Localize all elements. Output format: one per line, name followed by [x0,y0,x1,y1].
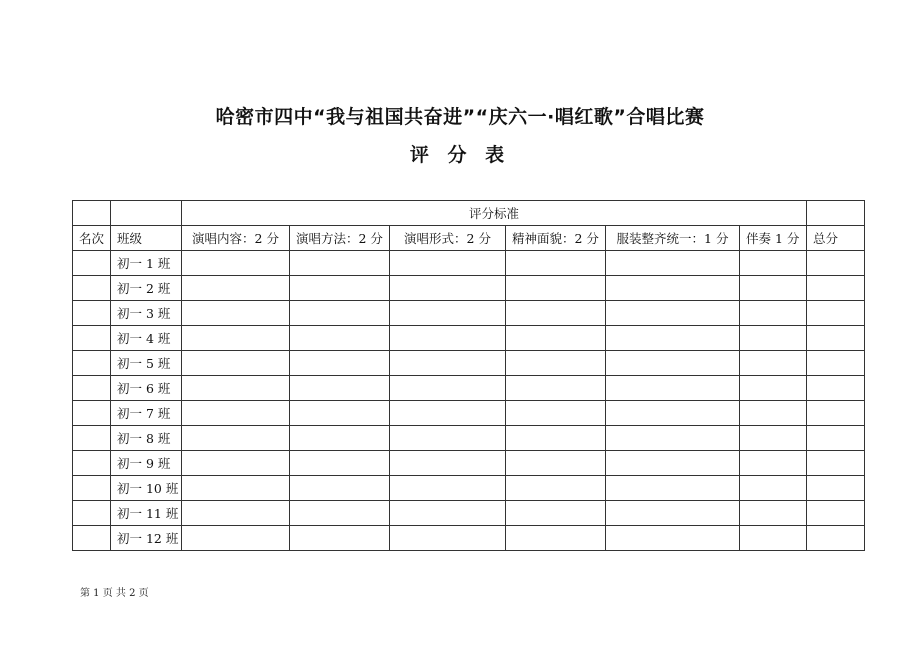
total-score-cell[interactable] [807,426,865,451]
class-name-cell: 初一 4 班 [111,326,182,351]
score-cell[interactable] [506,451,606,476]
table-row [73,376,865,401]
class-name-cell: 初一 10 班 [111,476,182,501]
rank-cell [73,301,111,326]
score-cell[interactable] [506,526,606,551]
score-cell[interactable] [740,451,807,476]
score-cell[interactable] [740,476,807,501]
table-row [73,326,865,351]
score-cell[interactable] [390,326,506,351]
column-header-costume: 服装整齐统一：1 分 [606,226,740,251]
score-cell[interactable] [606,451,740,476]
score-cell[interactable] [182,301,290,326]
total-score-cell[interactable] [807,351,865,376]
score-cell[interactable] [182,276,290,301]
table-row [73,401,865,426]
rank-cell [73,501,111,526]
score-cell[interactable] [506,351,606,376]
score-cell[interactable] [740,301,807,326]
class-name-cell: 初一 2 班 [111,276,182,301]
score-cell[interactable] [290,376,390,401]
class-name-cell: 初一 6 班 [111,376,182,401]
column-header-total: 总分 [807,226,865,251]
total-score-cell[interactable] [807,326,865,351]
total-score-cell[interactable] [807,501,865,526]
score-cell[interactable] [390,401,506,426]
score-cell[interactable] [606,401,740,426]
score-cell[interactable] [740,401,807,426]
table-row [73,451,865,476]
rank-cell [73,451,111,476]
total-score-cell[interactable] [807,526,865,551]
class-name-cell: 初一 7 班 [111,401,182,426]
rank-cell [73,251,111,276]
table-cell [807,201,865,226]
score-cell[interactable] [506,251,606,276]
score-cell[interactable] [606,276,740,301]
rank-cell [73,401,111,426]
score-cell[interactable] [182,351,290,376]
score-cell[interactable] [390,501,506,526]
table-row [73,526,865,551]
score-cell[interactable] [606,326,740,351]
score-cell[interactable] [290,501,390,526]
score-cell[interactable] [390,251,506,276]
score-cell[interactable] [182,426,290,451]
score-cell[interactable] [290,526,390,551]
score-cell[interactable] [740,251,807,276]
score-cell[interactable] [506,276,606,301]
score-cell[interactable] [390,301,506,326]
score-cell[interactable] [390,426,506,451]
table-cell [73,201,111,226]
page-footer: 第 1 页 共 2 页 [80,588,149,599]
score-cell[interactable] [290,301,390,326]
score-cell[interactable] [390,476,506,501]
score-cell[interactable] [290,401,390,426]
class-name-cell: 初一 12 班 [111,526,182,551]
score-cell[interactable] [740,276,807,301]
score-cell[interactable] [182,376,290,401]
score-cell[interactable] [740,526,807,551]
table-row [73,276,865,301]
score-rows [73,251,865,551]
class-name-cell: 初一 5 班 [111,351,182,376]
score-cell[interactable] [606,376,740,401]
table-row [73,501,865,526]
score-cell[interactable] [506,301,606,326]
score-cell[interactable] [182,251,290,276]
score-cell[interactable] [606,251,740,276]
score-cell[interactable] [506,326,606,351]
column-header-rank: 名次 [73,226,111,251]
score-cell[interactable] [606,526,740,551]
score-cell[interactable] [290,426,390,451]
score-cell[interactable] [506,501,606,526]
table-row [73,476,865,501]
score-cell[interactable] [740,426,807,451]
score-cell[interactable] [290,476,390,501]
score-cell[interactable] [506,401,606,426]
score-cell[interactable] [290,451,390,476]
scoring-criteria-header: 评分标准 [182,201,807,226]
rank-cell [73,426,111,451]
column-header-method: 演唱方法：2 分 [290,226,390,251]
score-cell[interactable] [290,251,390,276]
score-cell[interactable] [182,326,290,351]
score-cell[interactable] [182,526,290,551]
total-score-cell[interactable] [807,301,865,326]
score-cell[interactable] [740,326,807,351]
score-cell[interactable] [606,351,740,376]
score-cell[interactable] [390,376,506,401]
score-cell[interactable] [182,501,290,526]
score-cell[interactable] [506,476,606,501]
score-cell[interactable] [740,376,807,401]
total-score-cell[interactable] [807,276,865,301]
score-cell[interactable] [290,351,390,376]
score-cell[interactable] [290,276,390,301]
column-header-content: 演唱内容：2 分 [182,226,290,251]
score-cell[interactable] [390,351,506,376]
total-score-cell[interactable] [807,451,865,476]
score-table [72,200,865,551]
score-cell[interactable] [606,476,740,501]
total-score-cell[interactable] [807,376,865,401]
score-cell[interactable] [606,301,740,326]
score-cell[interactable] [182,451,290,476]
document-subtitle: 评 分 表 [409,144,511,166]
score-cell[interactable] [182,476,290,501]
class-name-cell: 初一 1 班 [111,251,182,276]
table-row [73,426,865,451]
table-header-row [73,226,865,251]
score-cell[interactable] [740,501,807,526]
score-cell[interactable] [740,351,807,376]
score-cell[interactable] [506,426,606,451]
column-header-class: 班级 [111,226,182,251]
rank-cell [73,476,111,501]
rank-cell [73,326,111,351]
table-group-header-row [73,201,865,226]
class-name-cell: 初一 9 班 [111,451,182,476]
score-cell[interactable] [390,526,506,551]
class-name-cell: 初一 11 班 [111,501,182,526]
table-cell [111,201,182,226]
score-cell[interactable] [506,376,606,401]
total-score-cell[interactable] [807,401,865,426]
document-title: 哈密市四中“我与祖国共奋进”“庆六一·唱红歌”合唱比赛 [215,106,705,128]
table-row [73,251,865,276]
rank-cell [73,351,111,376]
score-cell[interactable] [606,501,740,526]
column-header-form: 演唱形式：2 分 [390,226,506,251]
table-row [73,351,865,376]
score-cell[interactable] [390,451,506,476]
class-name-cell: 初一 3 班 [111,301,182,326]
rank-cell [73,276,111,301]
score-cell[interactable] [390,276,506,301]
rank-cell [73,526,111,551]
score-cell[interactable] [290,326,390,351]
total-score-cell[interactable] [807,476,865,501]
class-name-cell: 初一 8 班 [111,426,182,451]
column-header-accompaniment: 伴奏 1 分 [740,226,807,251]
total-score-cell[interactable] [807,251,865,276]
rank-cell [73,376,111,401]
table-row [73,301,865,326]
score-cell[interactable] [606,426,740,451]
score-cell[interactable] [182,401,290,426]
column-header-spirit: 精神面貌：2 分 [506,226,606,251]
